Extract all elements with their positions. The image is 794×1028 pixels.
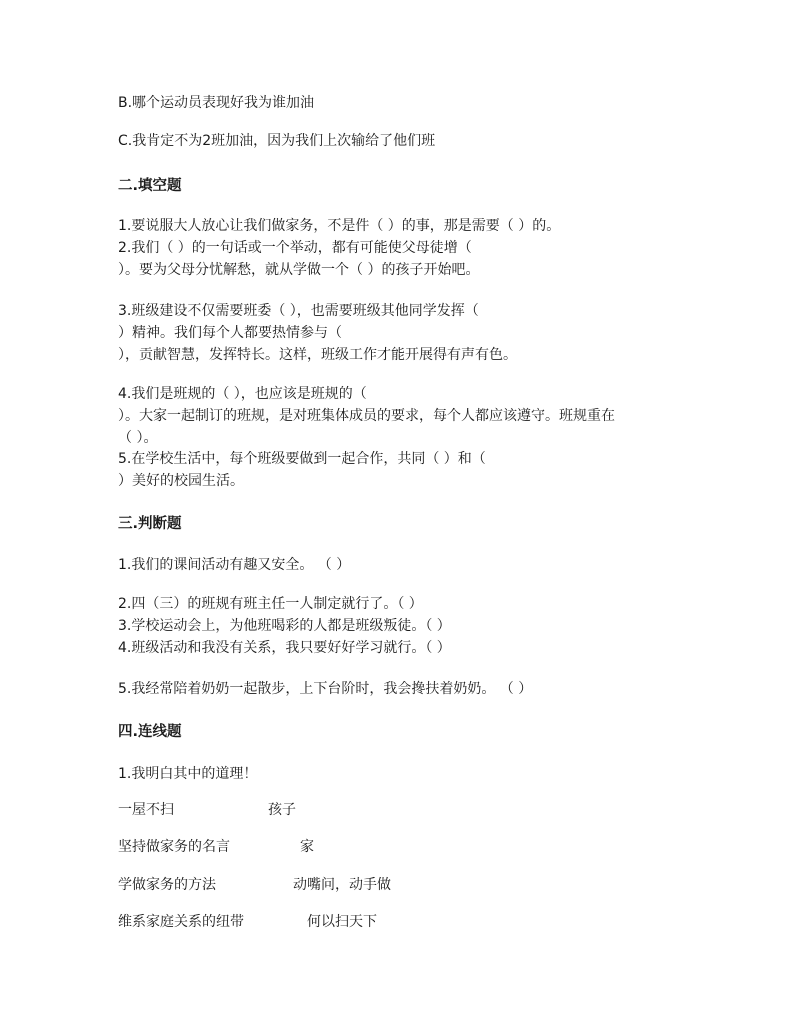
option-c: C.我肯定不为2班加油，因为我们上次输给了他们班: [118, 133, 436, 149]
judge-question-4: 4.班级活动和我没有关系，我只要好好学习就行。（ ）: [118, 640, 451, 656]
match-right-item: 家: [300, 839, 314, 855]
match-right-item: 何以扫天下: [307, 914, 377, 930]
fill-question-3-line-3: ），贡献智慧，发挥特长。这样，班级工作才能开展得有声有色。: [118, 347, 517, 363]
fill-question-4-line-1: 4.我们是班规的（ ），也应该是班规的（: [118, 386, 367, 402]
fill-question-4-line-3: （ ）。: [118, 430, 158, 446]
option-b: B.哪个运动员表现好我为谁加油: [118, 95, 315, 111]
judge-question-1: 1.我们的课间活动有趣又安全。 （ ）: [118, 557, 351, 573]
match-left-item: 坚持做家务的名言: [118, 839, 230, 855]
match-left-item: 一屋不扫: [118, 802, 174, 818]
judge-question-3: 3.学校运动会上，为他班喝彩的人都是班级叛徒。（ ）: [118, 618, 451, 634]
fill-question-1: 1.要说服大人放心让我们做家务，不是件（ ）的事，那是需要（ ）的。: [118, 218, 561, 234]
fill-question-4-line-2: ）。大家一起制订的班规，是对班集体成员的要求，每个人都应该遵守。班规重在: [118, 408, 615, 424]
section-heading-matching: 四.连线题: [118, 724, 182, 740]
judge-question-5: 5.我经常陪着奶奶一起散步，上下台阶时，我会搀扶着奶奶。 （ ）: [118, 681, 533, 697]
fill-question-3-line-1: 3.班级建设不仅需要班委（ ），也需要班级其他同学发挥（: [118, 303, 479, 319]
section-heading-fill-blank: 二.填空题: [118, 178, 182, 194]
match-left-item: 学做家务的方法: [118, 877, 216, 893]
fill-question-2-line-2: ）。要为父母分忧解愁，就从学做一个（ ）的孩子开始吧。: [118, 262, 480, 278]
fill-question-5-line-2: ）美好的校园生活。: [118, 473, 244, 489]
judge-question-2: 2.四（三）的班规有班主任一人制定就行了。（ ）: [118, 596, 423, 612]
fill-question-3-line-2: ）精神。我们每个人都要热情参与（: [118, 325, 342, 341]
fill-question-2-line-1: 2.我们（ ）的一句话或一个举动，都有可能使父母徒增（: [118, 240, 472, 256]
section-heading-judgement: 三.判断题: [118, 516, 182, 532]
fill-question-5-line-1: 5.在学校生活中，每个班级要做到一起合作，共同（ ）和（: [118, 451, 486, 467]
match-right-item: 动嘴问，动手做: [293, 877, 391, 893]
match-left-item: 维系家庭关系的纽带: [118, 914, 244, 930]
match-right-item: 孩子: [268, 802, 296, 818]
match-question-1: 1.我明白其中的道理！: [118, 766, 258, 782]
